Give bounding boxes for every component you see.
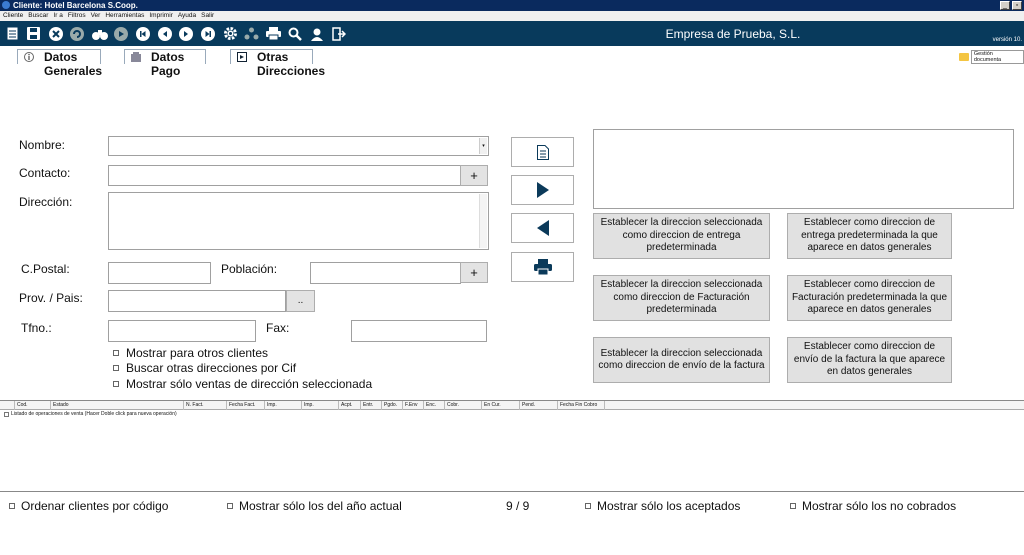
row-icon (4, 412, 9, 417)
column-header[interactable]: Fecha Fin Cobro (557, 401, 605, 410)
gestion-documental-label: Gestión documenta (971, 50, 1024, 64)
printer-icon (534, 259, 552, 275)
column-header[interactable]: Imp. (301, 401, 314, 410)
set-entrega-general-button[interactable]: Establecer como direccion de entrega predeterminada la que aparece en datos generales (787, 213, 952, 259)
checkbox-box[interactable] (9, 503, 15, 509)
toolbar (0, 21, 1024, 46)
play-right-icon (536, 182, 550, 198)
mostrar-anio-actual-checkbox[interactable] (227, 499, 402, 513)
search-next-icon[interactable] (112, 25, 129, 42)
checkbox-box[interactable] (790, 503, 796, 509)
window-title-bar (0, 0, 1024, 11)
menu-ayuda[interactable]: Ayuda (177, 12, 197, 19)
previous-address-button[interactable] (511, 213, 574, 243)
version-label: versión 10. (992, 37, 1022, 43)
grid-bottom-divider (0, 491, 1024, 492)
buscar-por-cif-checkbox[interactable] (111, 361, 296, 375)
user-icon[interactable] (308, 25, 325, 42)
checkbox-label: Ordenar clientes por código (21, 499, 169, 513)
new-address-button[interactable] (511, 137, 574, 167)
direccion-scrollbar[interactable] (479, 194, 487, 248)
cancel-icon[interactable] (68, 25, 85, 42)
next-address-button[interactable] (511, 175, 574, 205)
tab-label: Otras Direcciones (257, 50, 326, 78)
nombre-combobox[interactable] (108, 136, 489, 156)
menu-salir[interactable]: Salir (201, 12, 215, 19)
fax-label: Fax: (266, 321, 290, 335)
column-header[interactable]: N. Fact. (183, 401, 204, 410)
set-facturacion-selected-button[interactable]: Establecer la direccion seleccionada como direccion de Facturación predeterminada (593, 275, 770, 321)
poblacion-field[interactable] (310, 262, 461, 284)
cpostal-field[interactable] (108, 262, 211, 284)
save-icon[interactable] (25, 25, 42, 42)
print-icon[interactable] (265, 25, 282, 42)
info-icon (24, 52, 34, 62)
checkbox-box[interactable] (227, 503, 233, 509)
menu-bar (0, 11, 1024, 21)
menu-ver[interactable]: Ver (90, 12, 101, 19)
grid-header (0, 400, 1024, 410)
row-text: Listado de operaciones de venta (Hacer Doble click para nueva operación) (11, 411, 177, 417)
record-counter: 9 / 9 (506, 499, 530, 513)
prov-pais-label: Prov. / Pais: (19, 291, 83, 305)
column-header[interactable]: En Cur. (481, 401, 501, 410)
fax-field[interactable] (351, 320, 487, 342)
mostrar-otros-clientes-checkbox[interactable] (111, 346, 268, 360)
gestion-documental[interactable] (959, 50, 1024, 64)
gear-icon[interactable] (222, 25, 239, 42)
column-header[interactable]: Cobr. (444, 401, 459, 410)
direccion-textarea[interactable] (108, 192, 489, 250)
checkbox-label: Buscar otras direcciones por Cif (126, 361, 297, 375)
nombre-label: Nombre: (19, 138, 66, 152)
mostrar-no-cobrados-checkbox[interactable] (790, 499, 956, 513)
next-record-icon[interactable] (177, 25, 194, 42)
column-header[interactable]: Fecha Fact. (226, 401, 255, 410)
new-document-icon[interactable] (4, 25, 21, 42)
play-left-icon (536, 220, 550, 236)
checkbox-box[interactable] (113, 350, 119, 356)
binoculars-icon[interactable] (91, 25, 108, 42)
mostrar-ventas-direccion-checkbox[interactable] (111, 377, 372, 391)
tab-datos-pago[interactable] (124, 49, 206, 78)
column-header[interactable]: F.Env (402, 401, 418, 410)
network-icon[interactable] (243, 25, 260, 42)
checkbox-box[interactable] (113, 381, 119, 387)
poblacion-label: Población: (221, 262, 278, 276)
menu-buscar[interactable]: Buscar (28, 12, 49, 19)
print-address-button[interactable] (511, 252, 574, 282)
checkbox-label: Mostrar para otros clientes (126, 346, 269, 360)
add-contacto-button[interactable]: + (460, 165, 488, 186)
checkbox-label: Mostrar sólo los del año actual (239, 499, 402, 513)
cpostal-label: C.Postal: (21, 262, 70, 276)
prov-pais-lookup-button[interactable]: .. (286, 290, 315, 312)
menu-ir-a[interactable]: Ir a (53, 12, 63, 19)
zoom-icon[interactable] (286, 25, 303, 42)
menu-filtros[interactable]: Filtros (67, 12, 86, 19)
addresses-listbox[interactable] (593, 129, 1014, 209)
menu-cliente[interactable]: Cliente (3, 12, 24, 19)
wallet-icon (131, 52, 141, 62)
contacto-field[interactable] (108, 165, 461, 186)
dropdown-arrow-icon[interactable]: ▾ (479, 138, 487, 154)
add-poblacion-button[interactable]: + (460, 262, 488, 283)
column-header[interactable]: Cod. (14, 401, 28, 410)
direccion-label: Dirección: (19, 195, 73, 209)
window-title: Cliente: Hotel Barcelona S.Coop. (13, 1, 138, 10)
previous-record-icon[interactable] (156, 25, 173, 42)
column-header[interactable]: Enc. (423, 401, 436, 410)
exit-icon[interactable] (330, 25, 347, 42)
checkbox-box[interactable] (113, 365, 119, 371)
set-entrega-selected-button[interactable]: Establecer la direccion seleccionada como direccion de entrega predeterminada (593, 213, 770, 259)
prov-pais-field[interactable] (108, 290, 286, 312)
tfno-field[interactable] (108, 320, 256, 342)
menu-herramientas[interactable]: Herramientas (105, 12, 145, 19)
folder-icon (959, 53, 969, 61)
column-header[interactable]: Entr. (360, 401, 373, 410)
minimize-button[interactable]: _ (1000, 1, 1010, 10)
first-record-icon[interactable] (134, 25, 151, 42)
tab-label: Datos Generales (44, 50, 103, 78)
column-header[interactable]: Pgdo. (381, 401, 397, 410)
mostrar-aceptados-checkbox[interactable] (585, 499, 740, 513)
checkbox-label: Mostrar sólo ventas de dirección seleccionada (126, 377, 373, 391)
tab-otras-direcciones[interactable] (230, 49, 326, 78)
column-header[interactable]: Pend. (519, 401, 535, 410)
company-name: Empresa de Prueba, S.L. (665, 27, 801, 41)
contacto-label: Contacto: (19, 166, 71, 180)
tab-label: Datos Pago (151, 50, 185, 78)
column-header[interactable]: Acpt. (338, 401, 352, 410)
set-envio-selected-button[interactable]: Establecer la direccion seleccionada como direccion de envío de la factura (593, 337, 770, 383)
tfno-label: Tfno.: (21, 321, 52, 335)
address-icon (237, 52, 247, 62)
set-facturacion-general-button[interactable]: Establecer como direccion de Facturación predeterminada la que aparece en datos generales (787, 275, 952, 321)
table-row[interactable] (4, 411, 177, 417)
set-envio-general-button[interactable]: Establecer como direccion de envío de la factura la que aparece en datos generales (787, 337, 952, 383)
last-record-icon[interactable] (199, 25, 216, 42)
column-header[interactable]: Imp. (264, 401, 277, 410)
maximize-button[interactable]: ▫ (1012, 1, 1022, 10)
checkbox-label: Mostrar sólo los no cobrados (802, 499, 957, 513)
menu-imprimir[interactable]: Imprimir (149, 12, 173, 19)
ordenar-codigo-checkbox[interactable] (9, 499, 168, 513)
tab-datos-generales[interactable] (17, 49, 103, 78)
column-header[interactable]: Estado (50, 401, 69, 410)
close-icon[interactable] (47, 25, 64, 42)
checkbox-label: Mostrar sólo los aceptados (597, 499, 741, 513)
checkbox-box[interactable] (585, 503, 591, 509)
document-icon (537, 145, 549, 160)
app-icon (2, 1, 10, 9)
